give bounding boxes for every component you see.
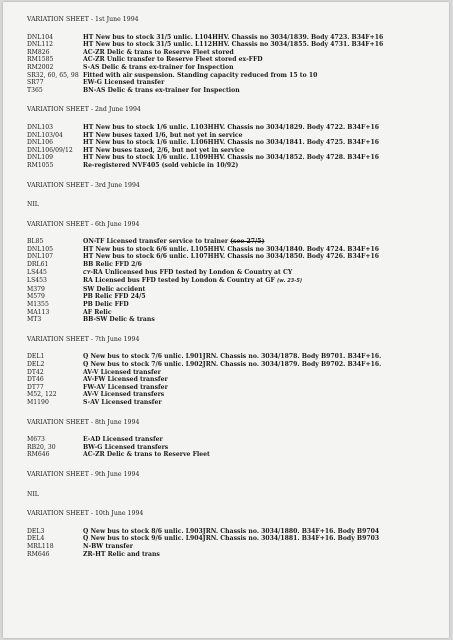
description-text: HT New bus to stock 1/6 unlic. L109HHV. Chassis no 3034/1852. Body 4728. B34F+16 xyxy=(83,154,379,162)
vehicle-code: DT77 xyxy=(27,383,44,391)
entry-description xyxy=(83,369,443,377)
vehicle-code: RM826 xyxy=(27,48,50,56)
entry-row xyxy=(27,543,443,551)
entry-description xyxy=(83,41,443,49)
entry-description xyxy=(83,436,443,444)
description-text: AV-V Licensed transfer xyxy=(83,368,161,376)
entry-description xyxy=(83,269,443,278)
entry-row xyxy=(27,316,443,324)
vehicle-code: DEL3 xyxy=(27,527,45,535)
entry-description xyxy=(83,261,443,269)
section-heading: VARIATION SHEET - 3rd June 1994 xyxy=(27,181,140,189)
vehicle-code: M379 xyxy=(27,285,45,293)
entry-row xyxy=(27,162,443,170)
entry-row xyxy=(27,376,443,384)
vehicle-code: DNL105 xyxy=(27,245,54,253)
vehicle-code: DNL107 xyxy=(27,253,54,261)
description-text: AC-ZR Delic & trans to Reserve Fleet stored xyxy=(83,48,234,56)
entry-row xyxy=(27,246,443,254)
vehicle-code: SR77 xyxy=(27,79,44,87)
nil-entry: NIL xyxy=(27,490,39,498)
vehicle-code: DNL106 xyxy=(27,139,54,147)
variation-sheet-section xyxy=(27,182,443,209)
vehicle-code: RM646 xyxy=(27,451,50,459)
vehicle-code: RB20, 30 xyxy=(27,443,56,451)
entry-description xyxy=(83,154,443,162)
entry-description xyxy=(83,246,443,254)
entry-row xyxy=(27,41,443,49)
entry-row xyxy=(27,399,443,407)
entry-description xyxy=(83,384,443,392)
entry-description xyxy=(83,309,443,317)
entry-row xyxy=(27,253,443,261)
vehicle-code: MT3 xyxy=(27,316,42,324)
description-text: S-AV Licensed transfer xyxy=(83,398,162,406)
entry-description xyxy=(83,286,443,294)
vehicle-code: LS445 xyxy=(27,268,47,276)
entry-description xyxy=(83,64,443,72)
entry-row xyxy=(27,87,443,95)
description-text: -RA Unlicensed bus FFD tested by London & Country at CY xyxy=(90,268,293,276)
vehicle-code: SR32, 60, 65, 98 xyxy=(27,71,79,79)
entry-list xyxy=(27,238,443,324)
vehicle-code: RM646 xyxy=(27,550,50,558)
vehicle-code: DNL109 xyxy=(27,154,54,162)
description-text: HT New bus to stock 31/5 unlic. L104HHV. Chassis no 3034/1839. Body 4723. B34F+16 xyxy=(83,33,384,41)
description-text: Q New bus to stock 7/6 unlic. L902JRN. Chassis no. 3034/1879. Body B9702. B34F+16. xyxy=(83,361,382,368)
entry-row xyxy=(27,154,443,162)
vehicle-code: LS453 xyxy=(27,277,47,285)
description-text: E-AD Licensed transfer xyxy=(83,436,163,444)
struck-out-text: (see 27/5) xyxy=(230,238,265,246)
entry-row xyxy=(27,551,443,559)
description-text: HT New bus to stock 6/6 unlic. L105HHV. Chassis no 3034/1840. Body 4724. B34F+16 xyxy=(83,245,379,253)
section-heading: VARIATION SHEET - 8th June 1994 xyxy=(27,418,140,426)
vehicle-code: RM1585 xyxy=(27,56,54,64)
entry-row xyxy=(27,436,443,444)
description-text: FW-AV Licensed transfer xyxy=(83,383,168,391)
entry-description xyxy=(83,124,443,132)
vehicle-code: DNL106/09/12 xyxy=(27,146,73,154)
description-text: PB Relic FFD 24/5 xyxy=(83,293,146,301)
entry-row xyxy=(27,277,443,286)
description-text: S-AS Delic & trans ex-trainer for Inspection xyxy=(83,63,234,71)
entry-description xyxy=(83,293,443,301)
description-text: HT New buses taxed, 2/6, but not yet in service xyxy=(83,146,245,154)
entry-description xyxy=(83,72,443,80)
vehicle-code: DEL1 xyxy=(27,353,45,361)
description-text: AV-FW Licensed transfer xyxy=(83,376,168,384)
entry-description xyxy=(83,551,443,559)
entry-description xyxy=(83,301,443,309)
vehicle-code: M1355 xyxy=(27,301,49,309)
description-text: N-BW transfer xyxy=(83,542,134,550)
entry-description xyxy=(83,451,443,459)
entry-row xyxy=(27,384,443,392)
vehicle-code: M52, 122 xyxy=(27,391,57,399)
entry-description xyxy=(83,444,443,452)
entry-description xyxy=(83,399,443,407)
entry-row xyxy=(27,309,443,317)
handwritten-note: (w. 23-5) xyxy=(277,278,303,285)
entry-row xyxy=(27,369,443,377)
description-text: AF Relic xyxy=(83,308,112,316)
description-text: EW-G Licensed transfer xyxy=(83,79,165,87)
entry-description xyxy=(83,139,443,147)
entry-row xyxy=(27,361,443,369)
entry-description xyxy=(83,34,443,42)
description-text: HT New buses taxed 1/6, but not yet in service xyxy=(83,131,243,139)
variation-sheet-section xyxy=(27,336,443,407)
vehicle-code: DRL61 xyxy=(27,261,49,269)
vehicle-code: M673 xyxy=(27,436,45,444)
vehicle-code: DNL103 xyxy=(27,123,54,131)
entry-description xyxy=(83,87,443,95)
entry-list xyxy=(27,436,443,459)
description-text: PB Delic FFD xyxy=(83,301,129,309)
section-heading: VARIATION SHEET - 9th June 1994 xyxy=(27,470,140,478)
description-text: Fitted with air suspension. Standing capacity reduced from 15 to 10 xyxy=(83,71,318,79)
variation-sheet-section xyxy=(27,471,443,498)
description-text: HT New bus to stock 6/6 unlic. L107HHV. Chassis no 3034/1850. Body 4726. B34F+16 xyxy=(83,253,379,261)
entry-description xyxy=(83,147,443,155)
vehicle-code: M1190 xyxy=(27,398,49,406)
entry-description xyxy=(83,535,443,543)
entry-row xyxy=(27,391,443,399)
entry-row xyxy=(27,269,443,278)
entry-row xyxy=(27,293,443,301)
nil-entry: NIL xyxy=(27,201,39,209)
vehicle-code: DNL104 xyxy=(27,33,54,41)
description-text: AV-V Licensed transfers xyxy=(83,391,165,399)
entry-description xyxy=(83,56,443,64)
entry-row xyxy=(27,286,443,294)
entry-row xyxy=(27,353,443,361)
vehicle-code: RM1055 xyxy=(27,161,54,169)
vehicle-code: DEL4 xyxy=(27,535,45,543)
description-text: ON-TF Licensed transfer service to trainer xyxy=(83,238,229,246)
section-heading: VARIATION SHEET - 7th June 1994 xyxy=(27,335,140,343)
vehicle-code: BL85 xyxy=(27,238,44,246)
entry-description xyxy=(83,353,443,361)
vehicle-code: DNL112 xyxy=(27,41,54,49)
description-text: BW-G Licensed transfers xyxy=(83,443,169,451)
entry-description xyxy=(83,79,443,87)
section-heading: VARIATION SHEET - 6th June 1994 xyxy=(27,220,140,228)
section-heading: VARIATION SHEET - 1st June 1994 xyxy=(27,16,139,23)
vehicle-code: MRL118 xyxy=(27,542,54,550)
description-text: HT New bus to stock 1/6 unlic. L106HHV. Chassis no 3034/1841. Body 4725. B34F+16 xyxy=(83,139,379,147)
description-text: Q New bus to stock 9/6 unlic. L904JRN. Chassis no. 3034/1881. B34F+16. Body B9703 xyxy=(83,535,380,543)
description-text: Q New bus to stock 7/6 unlic. L901JRN. Chassis no. 3034/1878. Body B9701. B34F+16. xyxy=(83,353,382,361)
entry-description xyxy=(83,253,443,261)
description-text: BB-SW Delic & trans xyxy=(83,316,155,324)
vehicle-code: DNL103/04 xyxy=(27,131,63,139)
entry-row xyxy=(27,139,443,147)
entry-row xyxy=(27,147,443,155)
entry-row xyxy=(27,301,443,309)
entry-row xyxy=(27,72,443,80)
vehicle-code: M579 xyxy=(27,293,45,301)
entry-description xyxy=(83,376,443,384)
entry-description xyxy=(83,528,443,536)
description-text: BN-AS Delic & trans ex-trainer for Inspection xyxy=(83,86,240,94)
entry-description xyxy=(83,391,443,399)
vehicle-code: DEL2 xyxy=(27,361,45,368)
entry-description xyxy=(83,316,443,324)
entry-row xyxy=(27,535,443,543)
description-text: AC-ZR Unlic transfer to Reserve Fleet stored ex-FFD xyxy=(83,56,263,64)
entry-row xyxy=(27,124,443,132)
description-text: AC-ZR Delic & trans to Reserve Fleet xyxy=(83,451,210,459)
vehicle-code: DT46 xyxy=(27,376,44,384)
document-page xyxy=(3,2,449,638)
vehicle-code: DT42 xyxy=(27,368,44,376)
description-text: Q New bus to stock 8/6 unlic. L903JRN. Chassis no. 3034/1880. B34F+16. Body B9704 xyxy=(83,527,380,535)
entry-row xyxy=(27,238,443,246)
variation-sheet-section xyxy=(27,510,443,558)
description-text: HT New bus to stock 1/6 unlic. L103HHV. Chassis no 3034/1829. Body 4722. B34F+16 xyxy=(83,123,379,131)
description-text: BB Relic FFD 2/6 xyxy=(83,261,142,269)
entry-row xyxy=(27,49,443,57)
description-text: Re-registered NVF405 (sold vehicle in 10/92) xyxy=(83,161,239,169)
entry-description xyxy=(83,49,443,57)
variation-sheet-section xyxy=(27,221,443,324)
entry-description xyxy=(83,162,443,170)
vehicle-code: T365 xyxy=(27,86,43,94)
section-heading: VARIATION SHEET - 10th June 1994 xyxy=(27,510,144,518)
entry-row xyxy=(27,56,443,64)
entry-list xyxy=(27,34,443,95)
entry-row xyxy=(27,64,443,72)
entry-description xyxy=(83,277,443,286)
entry-row xyxy=(27,444,443,452)
handwritten-note: CY xyxy=(83,269,91,276)
description-text: SW Delic accident xyxy=(83,285,146,293)
entry-list xyxy=(27,528,443,558)
entry-row xyxy=(27,261,443,269)
entry-row xyxy=(27,528,443,536)
entry-row xyxy=(27,79,443,87)
entry-description xyxy=(83,132,443,140)
description-text: ZR-HT Relic and trans xyxy=(83,550,160,558)
entry-row xyxy=(27,451,443,459)
section-heading: VARIATION SHEET - 2nd June 1994 xyxy=(27,106,141,114)
entry-description xyxy=(83,543,443,551)
entry-row xyxy=(27,132,443,140)
entry-description xyxy=(83,238,443,246)
variation-sheet-section xyxy=(27,106,443,169)
vehicle-code: MA113 xyxy=(27,308,50,316)
description-text: HT New bus to stock 31/5 unlic. L112HHV. Chassis no 3034/1855. Body 4731. B34F+16 xyxy=(83,41,384,49)
vehicle-code: RM2002 xyxy=(27,63,54,71)
description-text: RA Licensed bus FFD tested by London & Country at GF xyxy=(83,277,275,285)
variation-sheet-section xyxy=(27,419,443,459)
entry-list xyxy=(27,124,443,170)
entry-description xyxy=(83,361,443,369)
entry-list xyxy=(27,353,443,406)
variation-sheet-list xyxy=(27,16,443,570)
entry-row xyxy=(27,34,443,42)
variation-sheet-section xyxy=(27,16,443,94)
